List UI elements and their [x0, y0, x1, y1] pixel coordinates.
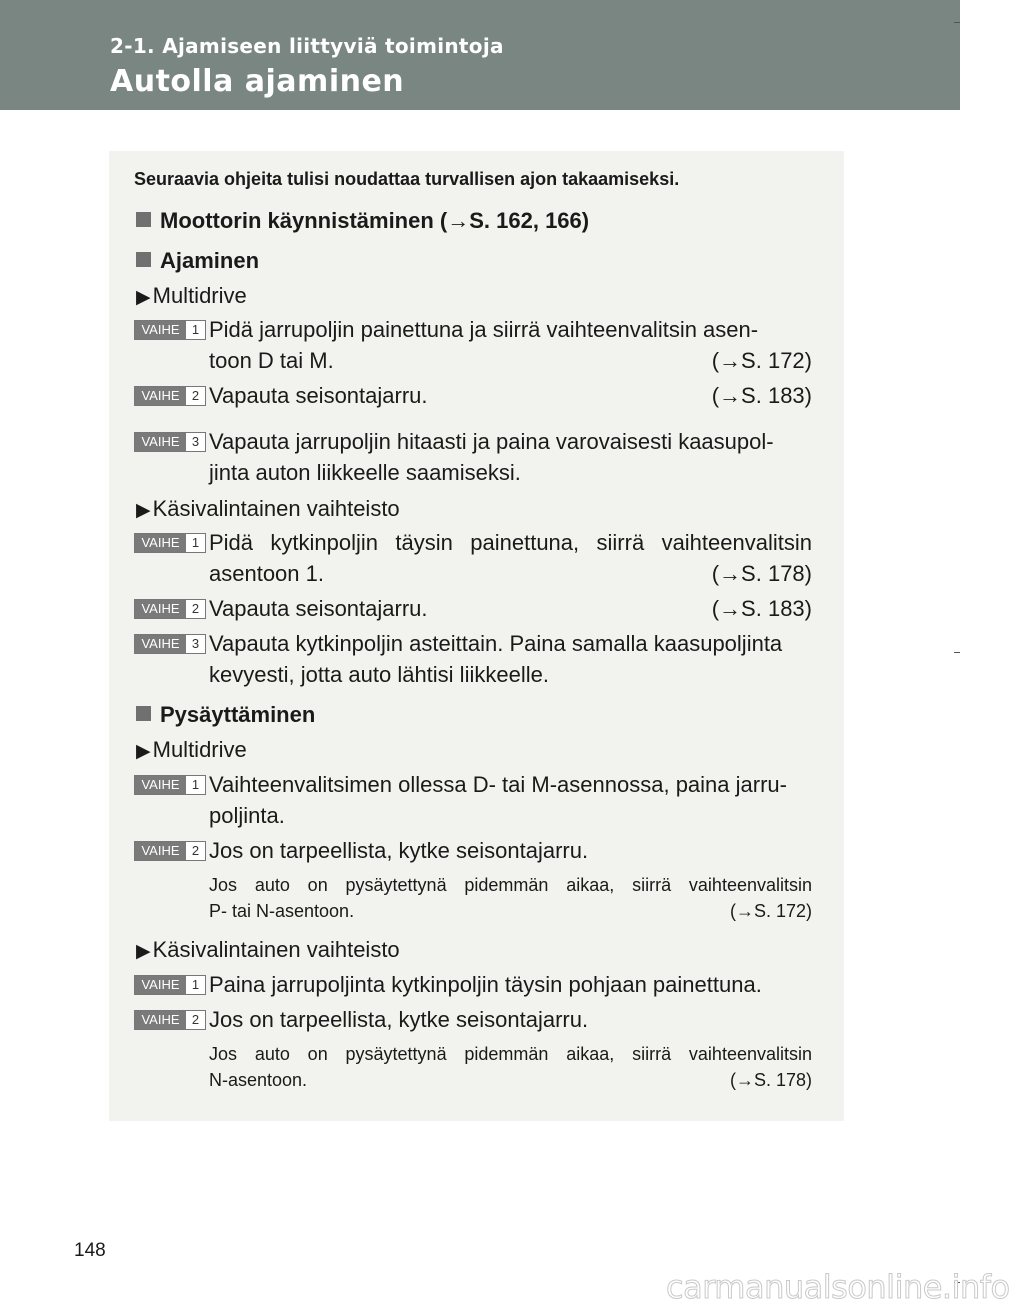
step-badge-number: 2: [191, 601, 200, 616]
step-line: jinta auton liikkeelle saamiseksi.: [209, 460, 521, 485]
subsection-title: Multidrive: [152, 737, 247, 762]
step-text: [209, 593, 812, 624]
triangle-bullet-icon: ▶: [136, 287, 151, 308]
intro-text: Seuraavia ohjeita tulisi noudattaa turvallisen ajon takaamiseksi.: [134, 169, 680, 189]
step-badge: [134, 1010, 206, 1030]
step-line: kevyesti, jotta auto lähtisi liikkeelle.: [209, 662, 549, 687]
page-reference: (→S. 172): [729, 901, 812, 921]
step-line: Paina jarrupoljinta kytkinpoljin täysin pohjaan painettuna.: [209, 972, 762, 997]
crop-mark: [954, 1282, 960, 1283]
square-bullet-icon: [136, 252, 151, 267]
heading-text: Pysäyttäminen: [160, 702, 316, 727]
step-badge-label: VAIHE: [135, 776, 186, 794]
step-badge: [134, 775, 206, 795]
step-line: Vapauta seisontajarru.: [209, 596, 428, 621]
note-line-row: [209, 898, 812, 924]
page-title: Autolla ajaminen: [110, 64, 405, 99]
step-badge-number: 2: [191, 843, 200, 858]
step-badge-label: VAIHE: [135, 1011, 186, 1029]
step-badge-label: VAIHE: [135, 976, 186, 994]
step-badge: [134, 386, 206, 406]
step-text: [209, 1004, 812, 1035]
crop-mark: [954, 652, 960, 653]
page-reference: (→S. 183): [711, 596, 812, 621]
step-line-row: [209, 380, 812, 411]
triangle-bullet-icon: ▶: [136, 941, 151, 962]
note-line-row: [209, 1067, 812, 1093]
page-reference: (→S. 178): [711, 561, 812, 586]
step-text: [209, 835, 812, 866]
step-line: Pidä jarrupoljin painettuna ja siirrä vaihteenvalitsin asen-: [209, 317, 759, 342]
step-text: [209, 380, 812, 411]
step-line: toon D tai M.: [209, 348, 334, 373]
note-line: Jos auto on pysäytettynä pidemmän aikaa, siirrä vaihteenvalitsin: [209, 1044, 812, 1064]
page-header-band: [0, 0, 960, 110]
step-badge-number: 3: [191, 636, 200, 651]
step-line-row: [209, 558, 812, 589]
triangle-bullet-icon: ▶: [136, 500, 151, 521]
step-badge-number: 2: [191, 1012, 200, 1027]
section-heading-stopping: [136, 702, 315, 728]
square-bullet-icon: [136, 212, 151, 227]
step-badge-label: VAIHE: [135, 433, 186, 451]
step-badge-number: 1: [191, 977, 200, 992]
note-line: Jos auto on pysäytettynä pidemmän aikaa, siirrä vaihteenvalitsin: [209, 875, 812, 895]
step-text: [209, 314, 812, 376]
step-text: [209, 628, 812, 690]
step-line: asentoon 1.: [209, 561, 324, 586]
step-badge: [134, 975, 206, 995]
step-badge-number: 1: [191, 322, 200, 337]
subsection-multidrive: [136, 737, 247, 763]
section-heading-driving: [136, 248, 259, 274]
step-line: Vaihteenvalitsimen ollessa D- tai M-asennossa, paina jarru-: [209, 772, 787, 797]
step-line-row: [209, 593, 812, 624]
crop-mark: [954, 22, 960, 23]
step-badge-label: VAIHE: [135, 534, 186, 552]
page-reference: (→S. 183): [711, 383, 812, 408]
step-text: [209, 527, 812, 589]
step-badge-label: VAIHE: [135, 387, 186, 405]
subsection-title: Multidrive: [152, 283, 247, 308]
step-badge-label: VAIHE: [135, 321, 186, 339]
subsection-title: Käsivalintainen vaihteisto: [152, 496, 400, 521]
subsection-manual-transmission: [136, 937, 400, 963]
note-line: P- tai N-asentoon.: [209, 901, 355, 921]
step-badge: [134, 320, 206, 340]
step-note: [209, 872, 812, 924]
step-badge-number: 3: [191, 434, 200, 449]
step-line: Pidä kytkinpoljin täysin painettuna, siirrä vaihteenvalitsin: [209, 530, 812, 555]
step-badge: [134, 634, 206, 654]
step-note: [209, 1041, 812, 1093]
step-line: Vapauta jarrupoljin hitaasti ja paina varovaisesti kaasupol-: [209, 429, 774, 454]
step-line: Jos on tarpeellista, kytke seisontajarru.: [209, 838, 589, 863]
triangle-bullet-icon: ▶: [136, 741, 151, 762]
step-badge: [134, 432, 206, 452]
subsection-multidrive: [136, 283, 247, 309]
step-line: Vapauta kytkinpoljin asteittain. Paina samalla kaasupoljinta: [209, 631, 783, 656]
note-line: N-asentoon.: [209, 1070, 308, 1090]
step-badge-label: VAIHE: [135, 600, 186, 618]
section-heading-engine-start: [136, 208, 589, 234]
step-text: [209, 769, 812, 831]
heading-text: Moottorin käynnistäminen (→S. 162, 166): [160, 208, 590, 233]
section-label: 2-1. Ajamiseen liittyviä toimintoja: [110, 34, 504, 58]
step-badge-number: 2: [191, 388, 200, 403]
step-line: Jos on tarpeellista, kytke seisontajarru.: [209, 1007, 589, 1032]
heading-text: Ajaminen: [160, 248, 260, 273]
page-reference: (→S. 178): [729, 1070, 812, 1090]
subsection-title: Käsivalintainen vaihteisto: [152, 937, 400, 962]
page-reference: (→S. 172): [711, 348, 812, 373]
step-badge: [134, 841, 206, 861]
watermark-text: carmanualsonline.info: [666, 1268, 1010, 1306]
step-badge: [134, 533, 206, 553]
step-badge-number: 1: [191, 535, 200, 550]
step-line: poljinta.: [209, 803, 285, 828]
square-bullet-icon: [136, 706, 151, 721]
step-badge-label: VAIHE: [135, 842, 186, 860]
page-number: 148: [74, 1240, 106, 1261]
step-line: Vapauta seisontajarru.: [209, 383, 428, 408]
step-text: [209, 426, 812, 488]
step-badge-label: VAIHE: [135, 635, 186, 653]
step-line-row: [209, 345, 812, 376]
step-badge-number: 1: [191, 777, 200, 792]
step-text: [209, 969, 812, 1000]
subsection-manual-transmission: [136, 496, 400, 522]
watermark: [0, 1258, 1010, 1306]
step-badge: [134, 599, 206, 619]
